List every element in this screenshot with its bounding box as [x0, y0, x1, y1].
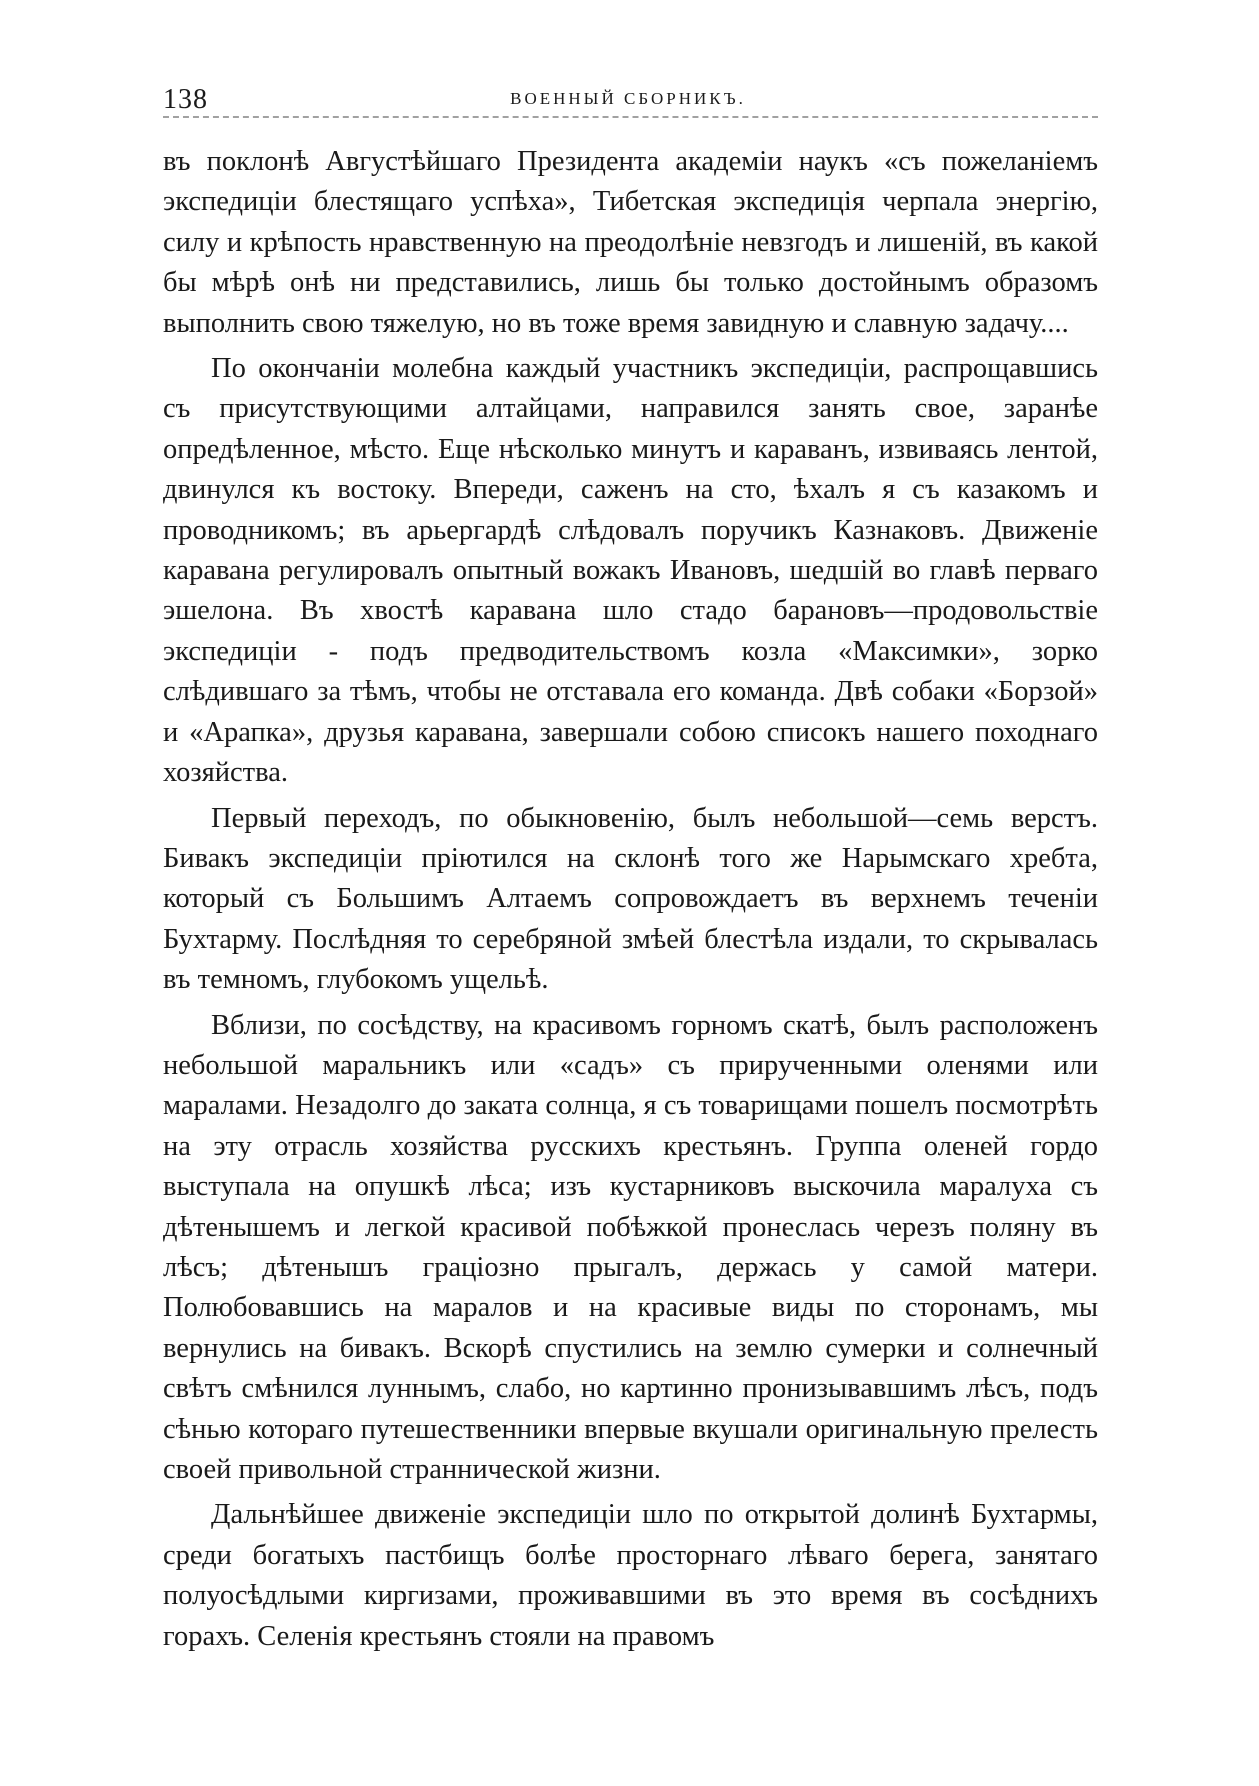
paragraph: Вблизи, по сосѣдству, на красивомъ горномъ скатѣ, былъ расположенъ небольшой маральникъ или «садъ» съ прирученными оленями или маралами. Незадолго до заката солнца, я съ товарищами пошелъ посмотрѣть на эту отрасль хозяйства русскихъ крестьянъ. Группа оленей гордо выступала на опушкѣ лѣса; изъ кустарниковъ выскочила маралуха съ дѣтенышемъ и легкой красивой побѣжкой пронеслась черезъ поляну въ лѣсъ; дѣтенышъ граціозно прыгалъ, держась у самой матери. Полюбовавшись на маралов и на красивые виды по сторонамъ, мы вернулись на бивакъ. Вскорѣ спустились на землю сумерки и солнечный свѣтъ смѣнился луннымъ, слабо, но картинно пронизывавшимъ лѣсъ, подъ сѣнью котораго путешественники впервые вкушали оригинальную прелесть своей привольной страннической жизни. — [163, 1009, 1098, 1485]
paragraph: Дальнѣйшее движеніе экспедиціи шло по открытой долинѣ Бухтармы, среди богатыхъ пастбищъ болѣе просторнаго лѣваго берега, занятаго полуосѣдлыми киргизами, проживавшими въ это время въ сосѣднихъ горахъ. Селенія крестьянъ стояли на правомъ — [163, 1499, 1098, 1652]
page-header — [163, 84, 1093, 120]
body-text — [163, 142, 1098, 1657]
running-title: ВОЕННЫЙ СБОРНИКЪ. — [510, 89, 746, 108]
paragraph: По окончаніи молебна каждый участникъ экспедиціи, распрощавшись съ присутствующими алтайцами, направился занять свое, заранѣе опредѣленное, мѣсто. Еще нѣсколько минутъ и караванъ, извиваясь лентой, двинулся къ востоку. Впереди, саженъ на сто, ѣхалъ я съ казакомъ и проводникомъ; въ арьергардѣ слѣдовалъ поручикъ Казнаковъ. Движеніе каравана регулировалъ опытный вожакъ Ивановъ, шедшій во главѣ перваго эшелона. Въ хвостѣ каравана шло стадо барановъ—продовольствіе экспедиціи - подъ предводительствомъ козла «Максимки», зорко слѣдившаго за тѣмъ, чтобы не отставала его команда. Двѣ собаки «Борзой» и «Арапка», друзья каравана, завершали собою списокъ нашего походнаго хозяйства. — [163, 353, 1098, 789]
page-number: 138 — [163, 84, 208, 115]
paragraph-continuation: въ поклонѣ Августѣйшаго Президента академіи наукъ «съ пожеланіемъ экспедиціи блестящаго успѣха», Тибетская экспедиція черпала энергію, силу и крѣпость нравственную на преодолѣніе невзгодъ и лишеній, въ какой бы мѣрѣ онѣ ни представились, лишь бы только достойнымъ образомъ выполнить свою тяжелую, но въ тоже время завидную и славную задачу.... — [163, 146, 1098, 339]
paragraph: Первый переходъ, по обыкновенію, былъ небольшой—семь верстъ. Бивакъ экспедиціи пріютился на склонѣ того же Нарымскаго хребта, который съ Большимъ Алтаемъ сопровождаетъ въ верхнемъ теченіи Бухтарму. Послѣдняя то серебряной змѣей блестѣла издали, то скрывалась въ темномъ, глубокомъ ущельѣ. — [163, 802, 1098, 996]
header-rule — [163, 116, 1098, 121]
